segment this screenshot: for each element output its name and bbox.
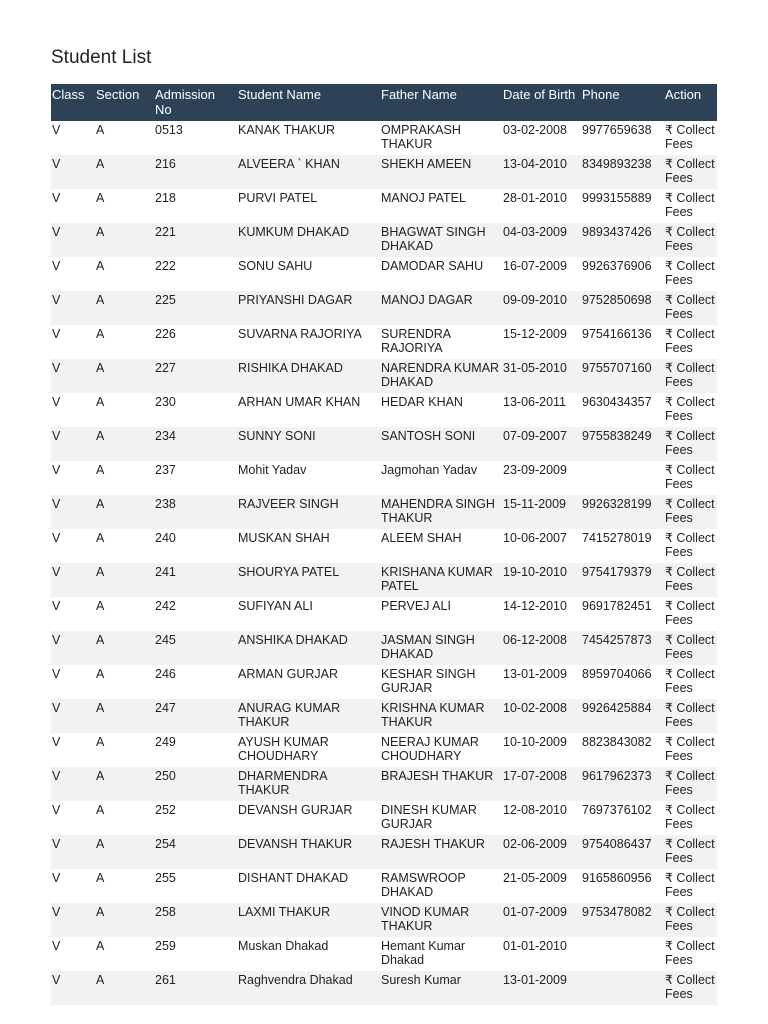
cell-action <box>664 733 717 767</box>
cell-date-of-birth: 10-02-2008 <box>502 699 581 733</box>
cell-father-name: KRISHNA KUMAR THAKUR <box>380 699 502 733</box>
cell-action <box>664 801 717 835</box>
cell-date-of-birth: 13-01-2009 <box>502 971 581 1005</box>
student-table <box>51 84 717 1005</box>
cell-date-of-birth: 28-01-2010 <box>503 191 567 205</box>
cell-action <box>664 869 717 903</box>
table-row <box>51 937 717 971</box>
cell-admission-no: 0513 <box>155 123 183 137</box>
cell-father-name: Suresh Kumar <box>380 971 502 1005</box>
cell-phone: 9893437426 <box>581 223 664 257</box>
column-header-admission-no: Admission No <box>154 84 237 121</box>
page-title: Student List <box>51 47 152 68</box>
cell-date-of-birth: 17-07-2008 <box>502 767 581 801</box>
cell-phone: 9993155889 <box>582 191 652 205</box>
cell-phone: 9691782451 <box>582 599 652 613</box>
cell-action <box>664 461 717 495</box>
cell-section: A <box>96 191 105 205</box>
cell-class: V <box>52 123 61 137</box>
cell-admission-no: 258 <box>154 903 237 937</box>
cell-section: A <box>96 463 105 477</box>
cell-date-of-birth: 15-11-2009 <box>502 495 581 529</box>
cell-date-of-birth: 06-12-2008 <box>502 631 581 665</box>
collect-fees-link[interactable]: ₹ Collect Fees <box>665 395 715 423</box>
cell-section: A <box>96 259 105 273</box>
cell-father-name: ALEEM SHAH <box>381 531 462 545</box>
table-row <box>51 257 717 291</box>
table-row <box>51 189 717 223</box>
cell-student-name: MUSKAN SHAH <box>238 531 330 545</box>
cell-class: V <box>52 259 61 273</box>
collect-fees-link[interactable]: ₹ Collect Fees <box>665 973 715 1001</box>
cell-admission-no: 237 <box>155 463 176 477</box>
cell-class: V <box>52 191 61 205</box>
cell-date-of-birth: 02-06-2009 <box>502 835 581 869</box>
cell-action <box>664 495 717 529</box>
cell-student-name: ANSHIKA DHAKAD <box>237 631 380 665</box>
cell-date-of-birth: 19-10-2010 <box>502 563 581 597</box>
cell-admission-no: 250 <box>154 767 237 801</box>
table-row <box>51 427 717 461</box>
cell-admission-no: 242 <box>155 599 176 613</box>
cell-action <box>664 189 717 223</box>
cell-class: V <box>51 699 95 733</box>
cell-class: V <box>52 667 61 681</box>
cell-section: A <box>96 667 105 681</box>
cell-section: A <box>96 599 105 613</box>
cell-date-of-birth: 03-02-2008 <box>503 123 567 137</box>
table-row <box>51 223 717 257</box>
cell-action <box>664 121 717 155</box>
table-row <box>51 733 717 767</box>
cell-class: V <box>51 835 95 869</box>
cell-date-of-birth: 23-09-2009 <box>503 463 567 477</box>
cell-admission-no: 240 <box>155 531 176 545</box>
cell-student-name: ARMAN GURJAR <box>238 667 339 681</box>
cell-father-name: DAMODAR SAHU <box>381 259 484 273</box>
cell-student-name: DEVANSH GURJAR <box>238 803 353 817</box>
cell-father-name: KESHAR SINGH GURJAR <box>381 667 476 695</box>
cell-phone: 9630434357 <box>582 395 652 409</box>
cell-student-name: RAJVEER SINGH <box>237 495 380 529</box>
cell-admission-no: 216 <box>154 155 237 189</box>
cell-father-name: PERVEJ ALI <box>381 599 451 613</box>
table-row <box>51 631 717 665</box>
cell-section: A <box>95 903 154 937</box>
cell-date-of-birth: 12-08-2010 <box>503 803 567 817</box>
cell-phone: 9755838249 <box>581 427 664 461</box>
collect-fees-link[interactable]: ₹ Collect Fees <box>665 667 715 695</box>
cell-phone: 8959704066 <box>582 667 652 681</box>
cell-action <box>664 359 717 393</box>
collect-fees-link[interactable]: ₹ Collect Fees <box>665 633 715 661</box>
cell-class: V <box>51 291 95 325</box>
cell-phone: 9926425884 <box>581 699 664 733</box>
cell-admission-no: 261 <box>154 971 237 1005</box>
cell-class: V <box>51 359 95 393</box>
cell-class: V <box>51 427 95 461</box>
cell-father-name: Jagmohan Yadav <box>381 463 478 477</box>
header-row <box>51 84 717 121</box>
table-row <box>51 665 717 699</box>
cell-section: A <box>95 835 154 869</box>
table-row <box>51 495 717 529</box>
cell-phone: 7415278019 <box>582 531 652 545</box>
cell-student-name: DEVANSH THAKUR <box>237 835 380 869</box>
cell-class: V <box>51 223 95 257</box>
cell-action <box>664 597 717 631</box>
cell-action <box>664 223 717 257</box>
cell-section: A <box>95 631 154 665</box>
cell-admission-no: 230 <box>155 395 176 409</box>
table-row <box>51 869 717 903</box>
cell-admission-no: 234 <box>154 427 237 461</box>
collect-fees-link[interactable]: ₹ Collect Fees <box>665 905 715 933</box>
table-row <box>51 699 717 733</box>
cell-student-name: DISHANT DHAKAD <box>238 871 349 885</box>
column-header-student-name: Student Name <box>237 84 380 121</box>
cell-father-name: JASMAN SINGH DHAKAD <box>380 631 502 665</box>
cell-phone: 9754086437 <box>581 835 664 869</box>
cell-father-name: MAHENDRA SINGH THAKUR <box>380 495 502 529</box>
cell-admission-no: 227 <box>154 359 237 393</box>
column-header-date-of-birth: Date of Birth <box>502 84 581 121</box>
cell-father-name: SURENDRA RAJORIYA <box>381 327 451 355</box>
cell-admission-no: 245 <box>154 631 237 665</box>
collect-fees-link[interactable]: ₹ Collect Fees <box>665 803 715 831</box>
collect-fees-link[interactable]: ₹ Collect Fees <box>665 531 715 559</box>
table-row <box>51 971 717 1005</box>
cell-date-of-birth: 16-07-2009 <box>503 259 567 273</box>
cell-date-of-birth: 09-09-2010 <box>502 291 581 325</box>
cell-action <box>664 427 717 461</box>
cell-date-of-birth: 04-03-2009 <box>502 223 581 257</box>
column-header-phone: Phone <box>581 84 664 121</box>
cell-phone: 8823843082 <box>582 735 652 749</box>
collect-fees-link[interactable]: ₹ Collect Fees <box>665 225 715 253</box>
cell-section: A <box>95 699 154 733</box>
table-row <box>51 325 717 359</box>
cell-section: A <box>95 291 154 325</box>
cell-date-of-birth: 07-09-2007 <box>502 427 581 461</box>
cell-student-name: KANAK THAKUR <box>238 123 336 137</box>
table-row <box>51 903 717 937</box>
table-row <box>51 359 717 393</box>
cell-class: V <box>52 871 61 885</box>
collect-fees-link[interactable]: ₹ Collect Fees <box>665 429 715 457</box>
cell-action <box>664 665 717 699</box>
cell-phone: 9926376906 <box>582 259 652 273</box>
collect-fees-link[interactable]: ₹ Collect Fees <box>665 361 715 389</box>
cell-father-name: KRISHANA KUMAR PATEL <box>380 563 502 597</box>
cell-father-name: NARENDRA KUMAR DHAKAD <box>380 359 502 393</box>
table-row <box>51 767 717 801</box>
cell-phone: 9926328199 <box>581 495 664 529</box>
cell-student-name: ANURAG KUMAR THAKUR <box>237 699 380 733</box>
cell-action <box>664 971 717 1005</box>
cell-father-name: MANOJ DAGAR <box>380 291 502 325</box>
cell-father-name: VINOD KUMAR THAKUR <box>380 903 502 937</box>
cell-phone: 7454257873 <box>581 631 664 665</box>
cell-date-of-birth: 15-12-2009 <box>503 327 567 341</box>
cell-father-name: HEDAR KHAN <box>381 395 463 409</box>
collect-fees-link[interactable]: ₹ Collect Fees <box>665 497 715 525</box>
cell-phone: 9753478082 <box>581 903 664 937</box>
cell-father-name: SANTOSH SONI <box>380 427 502 461</box>
table-row <box>51 461 717 495</box>
cell-section: A <box>96 327 105 341</box>
cell-section: A <box>96 123 105 137</box>
cell-class: V <box>51 495 95 529</box>
cell-class: V <box>51 903 95 937</box>
cell-section: A <box>95 563 154 597</box>
table-row <box>51 529 717 563</box>
cell-section: A <box>95 971 154 1005</box>
collect-fees-link[interactable]: ₹ Collect Fees <box>665 701 715 729</box>
cell-section: A <box>95 223 154 257</box>
table-row <box>51 835 717 869</box>
cell-admission-no: 247 <box>154 699 237 733</box>
cell-admission-no: 225 <box>154 291 237 325</box>
cell-student-name: SUVARNA RAJORIYA <box>238 327 362 341</box>
table-row <box>51 597 717 631</box>
cell-action <box>664 631 717 665</box>
collect-fees-link[interactable]: ₹ Collect Fees <box>665 327 715 355</box>
cell-student-name: Muskan Dhakad <box>238 939 329 953</box>
cell-student-name: ALVEERA ` KHAN <box>237 155 380 189</box>
cell-class: V <box>51 563 95 597</box>
cell-date-of-birth: 13-04-2010 <box>502 155 581 189</box>
table-row <box>51 801 717 835</box>
cell-admission-no: 221 <box>154 223 237 257</box>
table-row <box>51 291 717 325</box>
cell-student-name: SUFIYAN ALI <box>238 599 313 613</box>
cell-action <box>664 903 717 937</box>
cell-section: A <box>96 531 105 545</box>
cell-student-name: PRIYANSHI DAGAR <box>237 291 380 325</box>
table-body <box>51 121 717 1005</box>
cell-class: V <box>51 971 95 1005</box>
cell-student-name: KUMKUM DHAKAD <box>237 223 380 257</box>
cell-phone: 9754166136 <box>582 327 652 341</box>
cell-admission-no: 252 <box>155 803 176 817</box>
cell-date-of-birth: 13-01-2009 <box>503 667 567 681</box>
cell-father-name: BRAJESH THAKUR <box>380 767 502 801</box>
cell-admission-no: 249 <box>155 735 176 749</box>
collect-fees-link[interactable]: ₹ Collect Fees <box>665 293 715 321</box>
cell-admission-no: 254 <box>154 835 237 869</box>
cell-section: A <box>95 427 154 461</box>
column-header-father-name: Father Name <box>380 84 502 121</box>
cell-phone: 9754179379 <box>581 563 664 597</box>
collect-fees-link[interactable]: ₹ Collect Fees <box>665 259 715 287</box>
cell-phone: 9977659638 <box>582 123 652 137</box>
cell-class: V <box>52 803 61 817</box>
cell-phone: 9755707160 <box>581 359 664 393</box>
collect-fees-link[interactable]: ₹ Collect Fees <box>665 123 715 151</box>
cell-action <box>664 835 717 869</box>
collect-fees-link[interactable]: ₹ Collect Fees <box>665 157 715 185</box>
cell-student-name: AYUSH KUMAR CHOUDHARY <box>238 735 329 763</box>
cell-phone: 9752850698 <box>581 291 664 325</box>
cell-student-name: LAXMI THAKUR <box>237 903 380 937</box>
cell-admission-no: 259 <box>155 939 176 953</box>
cell-phone: 7697376102 <box>582 803 652 817</box>
cell-class: V <box>52 395 61 409</box>
cell-admission-no: 246 <box>155 667 176 681</box>
cell-action <box>664 529 717 563</box>
table-row <box>51 155 717 189</box>
collect-fees-link[interactable]: ₹ Collect Fees <box>665 735 715 763</box>
cell-action <box>664 699 717 733</box>
cell-section: A <box>95 359 154 393</box>
cell-section: A <box>96 735 105 749</box>
collect-fees-link[interactable]: ₹ Collect Fees <box>665 837 715 865</box>
cell-action <box>664 767 717 801</box>
cell-class: V <box>52 327 61 341</box>
cell-father-name: Hemant Kumar Dhakad <box>381 939 466 967</box>
cell-student-name: SHOURYA PATEL <box>237 563 380 597</box>
cell-student-name: SONU SAHU <box>238 259 313 273</box>
cell-class: V <box>52 599 61 613</box>
table-row <box>51 393 717 427</box>
cell-phone <box>581 971 664 1005</box>
cell-father-name: BHAGWAT SINGH DHAKAD <box>380 223 502 257</box>
cell-date-of-birth: 01-07-2009 <box>502 903 581 937</box>
cell-admission-no: 218 <box>155 191 176 205</box>
cell-action <box>664 291 717 325</box>
cell-action <box>664 325 717 359</box>
cell-action <box>664 393 717 427</box>
collect-fees-link[interactable]: ₹ Collect Fees <box>665 463 715 491</box>
collect-fees-link[interactable]: ₹ Collect Fees <box>665 191 715 219</box>
cell-action <box>664 155 717 189</box>
cell-phone: 9617962373 <box>581 767 664 801</box>
cell-date-of-birth: 10-10-2009 <box>503 735 567 749</box>
cell-admission-no: 238 <box>154 495 237 529</box>
cell-father-name: MANOJ PATEL <box>381 191 466 205</box>
cell-class: V <box>51 631 95 665</box>
cell-admission-no: 255 <box>155 871 176 885</box>
cell-admission-no: 226 <box>155 327 176 341</box>
collect-fees-link[interactable]: ₹ Collect Fees <box>665 939 715 967</box>
cell-student-name: Raghvendra Dhakad <box>237 971 380 1005</box>
cell-phone <box>581 461 664 495</box>
cell-action <box>664 563 717 597</box>
cell-section: A <box>96 871 105 885</box>
cell-father-name: SHEKH AMEEN <box>380 155 502 189</box>
cell-class: V <box>51 767 95 801</box>
cell-action <box>664 257 717 291</box>
cell-student-name: SUNNY SONI <box>237 427 380 461</box>
cell-phone: 8349893238 <box>581 155 664 189</box>
cell-class: V <box>52 531 61 545</box>
cell-date-of-birth: 21-05-2009 <box>503 871 567 885</box>
cell-student-name: PURVI PATEL <box>238 191 318 205</box>
cell-class: V <box>52 939 61 953</box>
cell-father-name: OMPRAKASH THAKUR <box>381 123 461 151</box>
table-row <box>51 121 717 155</box>
cell-section: A <box>95 495 154 529</box>
cell-student-name: ARHAN UMAR KHAN <box>238 395 361 409</box>
cell-phone <box>581 937 664 971</box>
cell-date-of-birth: 14-12-2010 <box>503 599 567 613</box>
cell-section: A <box>96 939 105 953</box>
column-header-section: Section <box>95 84 154 121</box>
cell-section: A <box>96 803 105 817</box>
cell-father-name: RAMSWROOP DHAKAD <box>381 871 466 899</box>
cell-section: A <box>95 155 154 189</box>
cell-section: A <box>95 767 154 801</box>
column-header-class: Class <box>51 84 95 121</box>
collect-fees-link[interactable]: ₹ Collect Fees <box>665 599 715 627</box>
cell-class: V <box>52 735 61 749</box>
cell-admission-no: 241 <box>154 563 237 597</box>
cell-date-of-birth: 01-01-2010 <box>503 939 567 953</box>
table-header <box>51 84 717 121</box>
cell-section: A <box>96 395 105 409</box>
cell-father-name: NEERAJ KUMAR CHOUDHARY <box>381 735 479 763</box>
collect-fees-link[interactable]: ₹ Collect Fees <box>665 871 715 899</box>
cell-admission-no: 222 <box>155 259 176 273</box>
cell-date-of-birth: 10-06-2007 <box>503 531 567 545</box>
cell-student-name: Mohit Yadav <box>238 463 307 477</box>
cell-phone: 9165860956 <box>582 871 652 885</box>
column-header-action: Action <box>664 84 717 121</box>
table-row <box>51 563 717 597</box>
cell-father-name: RAJESH THAKUR <box>380 835 502 869</box>
cell-class: V <box>52 463 61 477</box>
cell-action <box>664 937 717 971</box>
cell-date-of-birth: 13-06-2011 <box>503 395 567 409</box>
cell-student-name: RISHIKA DHAKAD <box>237 359 380 393</box>
cell-student-name: DHARMENDRA THAKUR <box>237 767 380 801</box>
collect-fees-link[interactable]: ₹ Collect Fees <box>665 769 715 797</box>
cell-date-of-birth: 31-05-2010 <box>502 359 581 393</box>
cell-father-name: DINESH KUMAR GURJAR <box>381 803 477 831</box>
collect-fees-link[interactable]: ₹ Collect Fees <box>665 565 715 593</box>
cell-class: V <box>51 155 95 189</box>
